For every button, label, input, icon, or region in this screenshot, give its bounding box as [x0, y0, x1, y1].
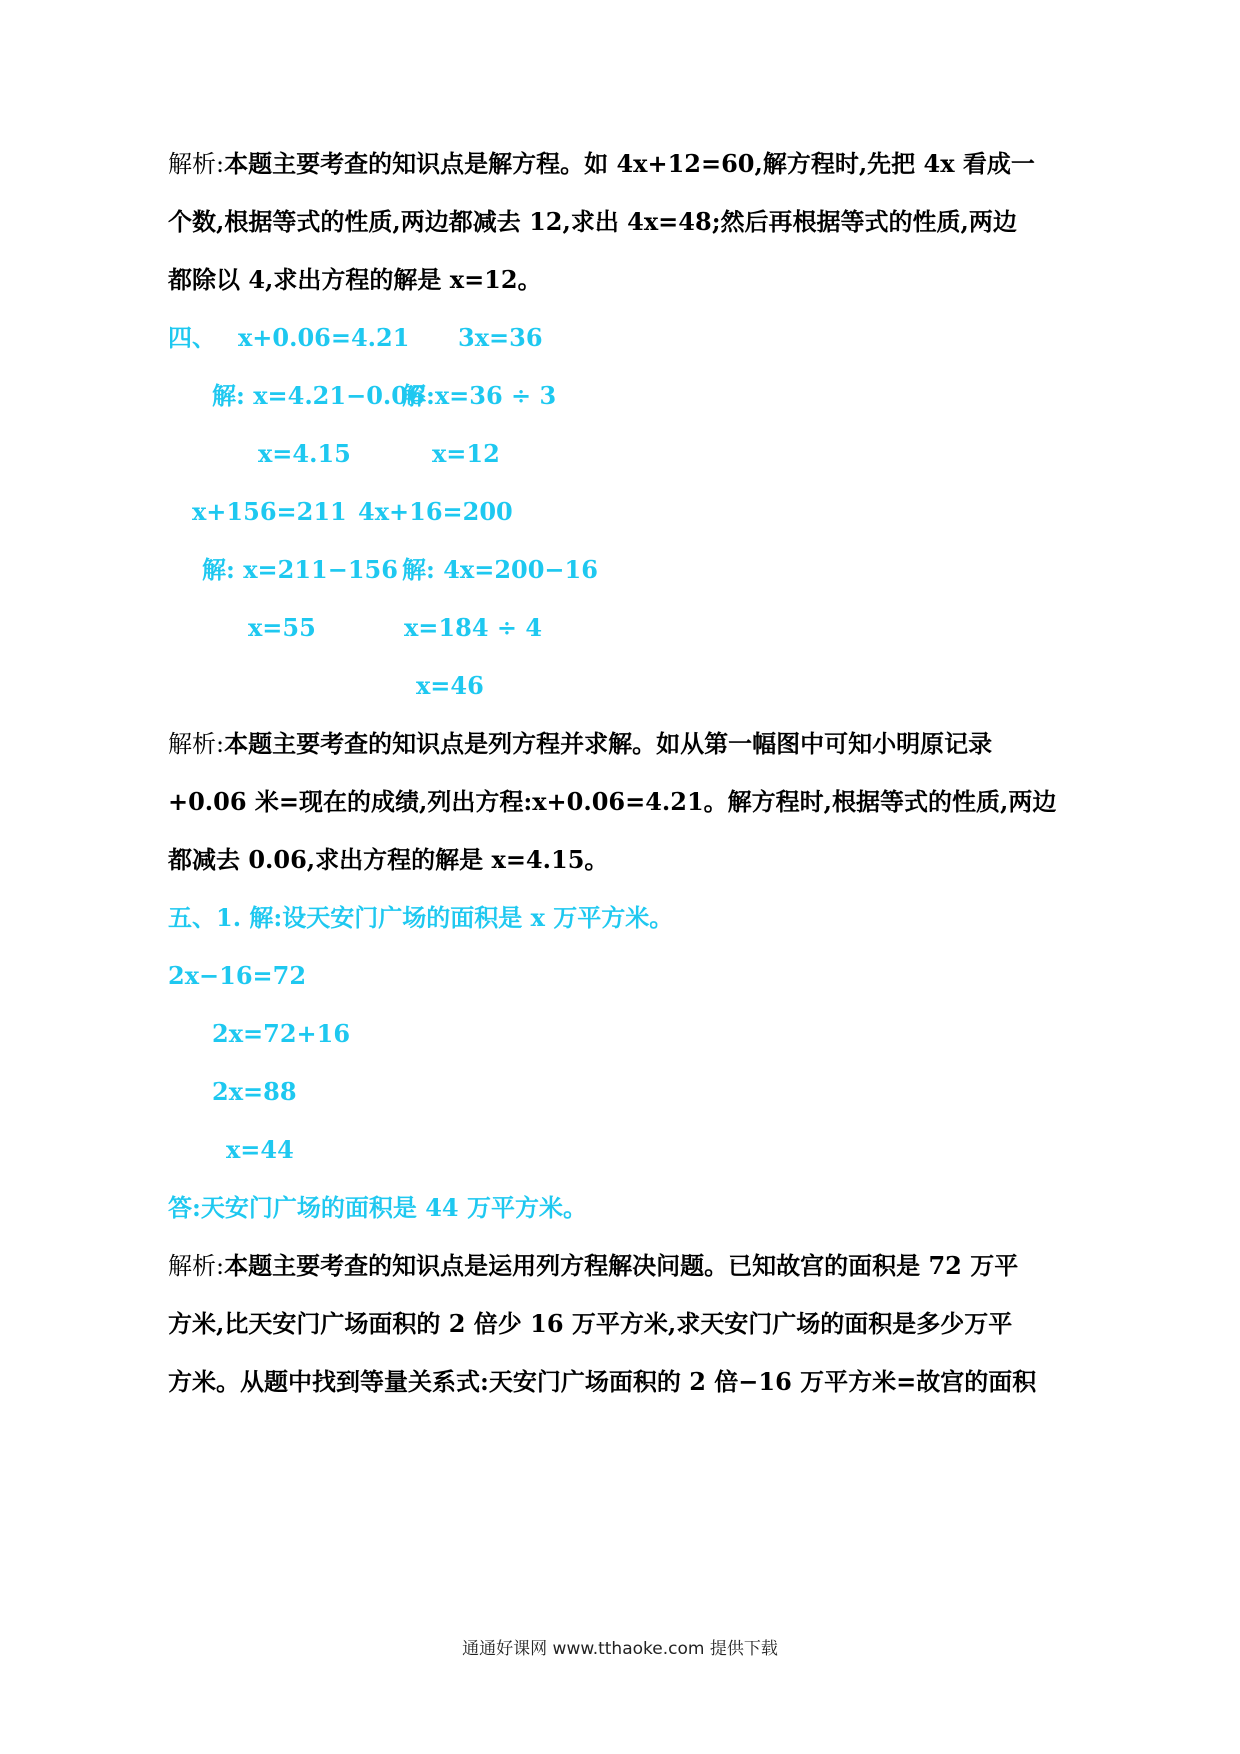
section-4-heading: 四、	[168, 323, 216, 352]
section-5-step-1: 2x−16=72	[168, 961, 307, 990]
analysis-3-line-2: 方米,比天安门广场面积的 2 倍少 16 万平方米,求天安门广场的面积是多少万平	[168, 1309, 1013, 1338]
equation-1-step-1: 解: x=4.21−0.06	[212, 381, 425, 410]
analysis-label: 解析:	[168, 150, 225, 178]
section-5-step-2: 2x=72+16	[212, 1019, 351, 1048]
section-5-step-3: 2x=88	[212, 1077, 297, 1106]
equation-3: x+156=211	[192, 497, 347, 526]
analysis-1-line-1	[168, 148, 1035, 180]
analysis-label: 解析:	[168, 730, 225, 758]
analysis-2-line-3: 都减去 0.06,求出方程的解是 x=4.15。	[168, 845, 609, 874]
equation-2-solution: x=12	[432, 439, 500, 468]
section-5-answer: 答:天安门广场的面积是 44 万平方米。	[168, 1193, 587, 1222]
equation-2-step-1: 解:x=36 ÷ 3	[402, 381, 557, 410]
analysis-text: 本题主要考查的知识点是列方程并求解。如从第一幅图中可知小明原记录	[224, 729, 993, 758]
page-footer: 通通好课网 www.tthaoke.com 提供下载	[462, 1639, 778, 1659]
analysis-text: 本题主要考查的知识点是运用列方程解决问题。已知故宫的面积是 72 万平	[224, 1251, 1019, 1280]
section-5-heading: 五、1. 解:设天安门广场的面积是 x 万平方米。	[168, 903, 674, 932]
section-5-step-4: x=44	[226, 1135, 294, 1164]
equation-3-solution: x=55	[248, 613, 316, 642]
equation-3-step-1: 解: x=211−156	[202, 555, 398, 584]
equation-2: 3x=36	[458, 323, 543, 352]
analysis-3-line-1	[168, 1250, 1018, 1282]
analysis-3-line-3: 方米。从题中找到等量关系式:天安门广场面积的 2 倍−16 万平方米=故宫的面积	[168, 1367, 1037, 1396]
analysis-2-line-2: +0.06 米=现在的成绩,列出方程:x+0.06=4.21。解方程时,根据等式的性质,两边	[168, 787, 1057, 816]
equation-4: 4x+16=200	[358, 497, 513, 526]
equation-4-step-2: x=184 ÷ 4	[404, 613, 543, 642]
equation-1-solution: x=4.15	[258, 439, 351, 468]
equation-4-step-1: 解: 4x=200−16	[402, 555, 598, 584]
analysis-label: 解析:	[168, 1252, 225, 1280]
analysis-2-line-1	[168, 728, 992, 760]
analysis-1-line-3: 都除以 4,求出方程的解是 x=12。	[168, 265, 542, 294]
analysis-1-line-2: 个数,根据等式的性质,两边都减去 12,求出 4x=48;然后再根据等式的性质,两边	[168, 207, 1017, 236]
equation-1: x+0.06=4.21	[238, 323, 410, 352]
analysis-text: 本题主要考查的知识点是解方程。如 4x+12=60,解方程时,先把 4x 看成一	[224, 149, 1035, 178]
equation-4-solution: x=46	[416, 671, 484, 700]
